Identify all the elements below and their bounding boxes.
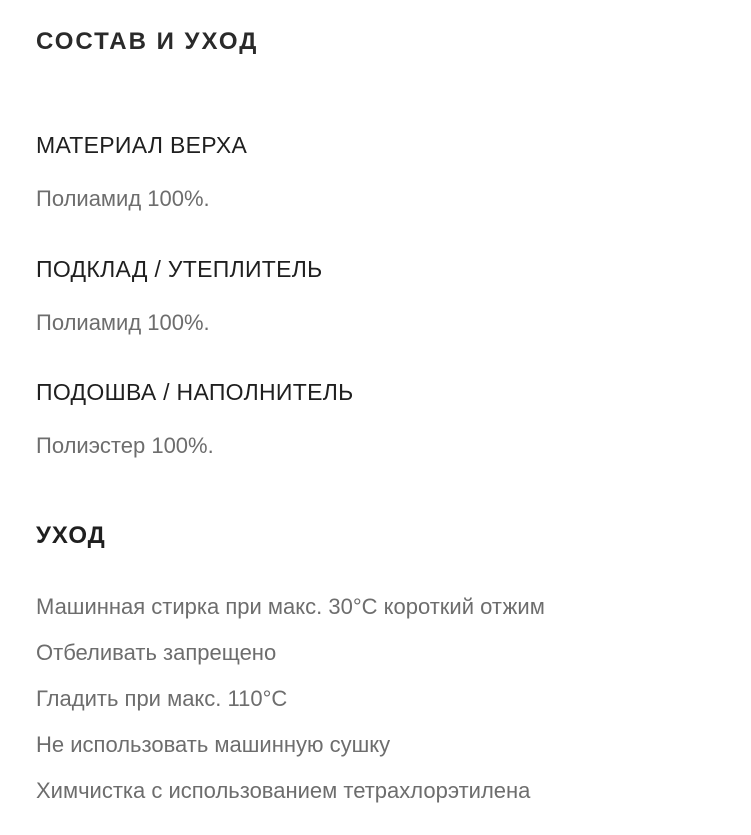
care-item: Не использовать машинную сушку bbox=[36, 732, 391, 757]
care-item: Машинная стирка при макс. 30°С короткий отжим bbox=[36, 594, 545, 619]
care-item: Отбеливать запрещено bbox=[36, 640, 277, 665]
section-value-upper-material: Полиамид 100%. bbox=[36, 186, 210, 211]
section-title-lining: ПОДКЛАД / УТЕПЛИТЕЛЬ bbox=[36, 256, 323, 282]
section-value-lining: Полиамид 100%. bbox=[36, 310, 210, 335]
care-item: Химчистка с использованием тетрахлорэтилена bbox=[36, 778, 531, 803]
page-title: СОСТАВ И УХОД bbox=[36, 28, 259, 55]
section-value-sole: Полиэстер 100%. bbox=[36, 433, 214, 458]
section-title-sole: ПОДОШВА / НАПОЛНИТЕЛЬ bbox=[36, 379, 354, 405]
care-item: Гладить при макс. 110°С bbox=[36, 686, 288, 711]
care-title: УХОД bbox=[36, 522, 106, 549]
section-title-upper-material: МАТЕРИАЛ ВЕРХА bbox=[36, 132, 248, 158]
care-list bbox=[36, 592, 545, 822]
